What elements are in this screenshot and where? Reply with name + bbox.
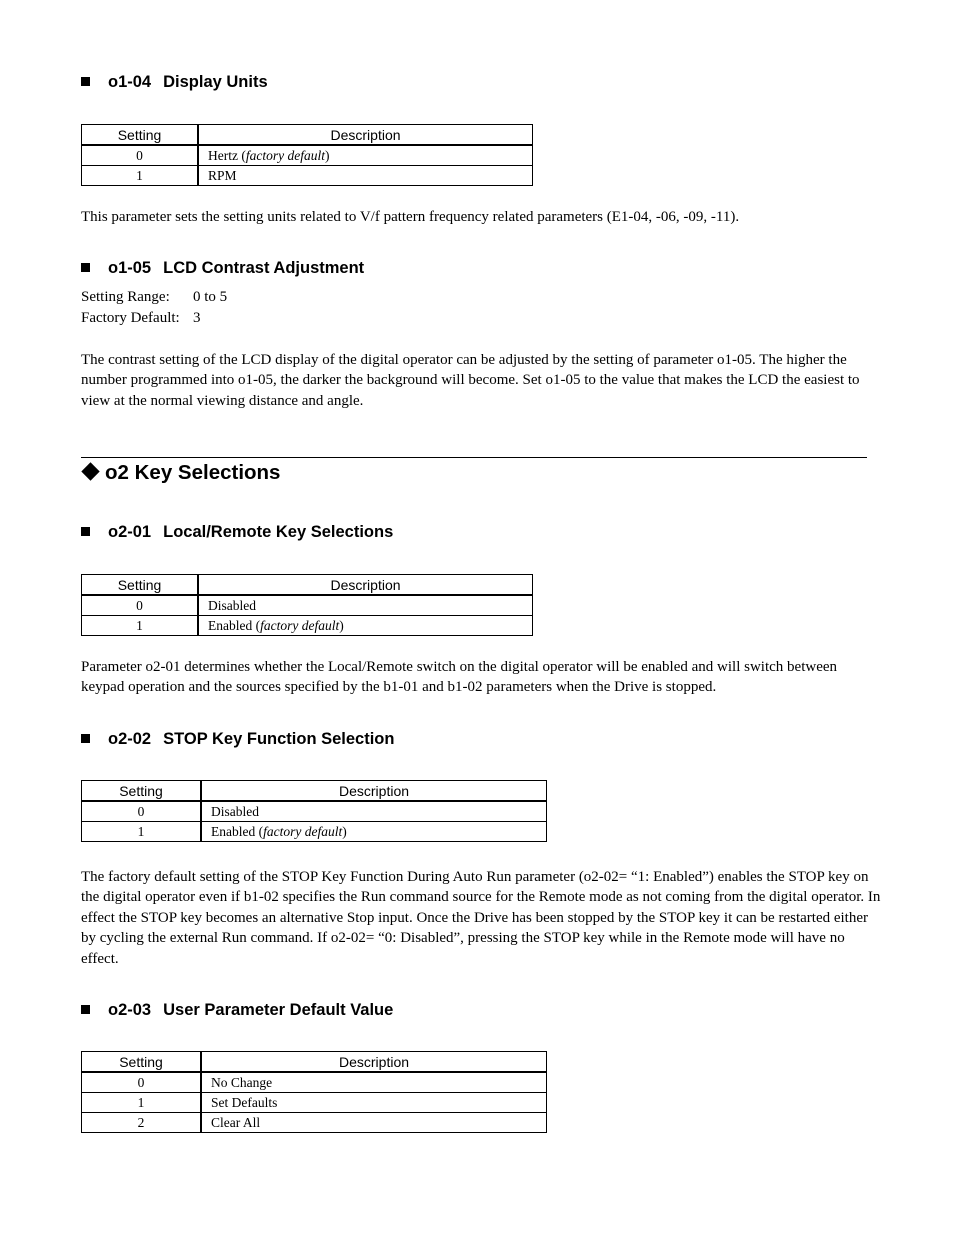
- paragraph-o1-04: This parameter sets the setting units related to V/f pattern frequency related parameters (E1-04, -06, -09, -11).: [81, 209, 740, 225]
- setting-range-block: Setting Range: 0 to 5 Factory Default: 3: [81, 289, 228, 326]
- paragraph-o1-05: The contrast setting of the LCD display of the digital operator can be adjusted by the setting of parameter o1-05. The higher the number programmed into o1-05, the darker the background will become. Set o1-05 to the value that makes the LCD the easiest to view at the normal viewing distance and angle.: [81, 352, 860, 409]
- table-header-description: Description: [198, 575, 533, 596]
- table-header-setting: Setting: [82, 781, 202, 802]
- square-bullet-icon: [81, 263, 90, 272]
- table-row: 0 Hertz (factory default): [82, 145, 533, 166]
- table-header-description: Description: [201, 1052, 547, 1073]
- settings-table-o1-04: [81, 124, 533, 186]
- section-heading-o2-03: o2-03 User Parameter Default Value: [81, 1001, 393, 1020]
- table-header-description: Description: [198, 125, 533, 146]
- settings-table-o2-01: [81, 574, 533, 636]
- section-heading-o2-01: o2-01 Local/Remote Key Selections: [81, 523, 393, 542]
- table-row: 1 Enabled (factory default): [82, 822, 547, 842]
- table-row: 0 No Change: [82, 1072, 547, 1093]
- table-row: 0 Disabled: [82, 595, 533, 616]
- table-header-description: Description: [201, 781, 547, 802]
- square-bullet-icon: [81, 1005, 90, 1014]
- table-header-setting: Setting: [82, 575, 199, 596]
- table-row: 1 Set Defaults: [82, 1093, 547, 1113]
- o2-key-selections-heading: o2 Key Selections: [81, 461, 280, 485]
- table-header-setting: Setting: [82, 1052, 202, 1073]
- table-row: 1 RPM: [82, 166, 533, 186]
- diamond-bullet-icon: [81, 462, 99, 480]
- table-row: 1 Enabled (factory default): [82, 616, 533, 636]
- table-header-setting: Setting: [82, 125, 199, 146]
- settings-table-o2-03: [81, 1051, 547, 1133]
- section-heading-o2-02: o2-02 STOP Key Function Selection: [81, 730, 394, 749]
- section-divider: [81, 457, 867, 458]
- square-bullet-icon: [81, 734, 90, 743]
- paragraph-o2-02: The factory default setting of the STOP Key Function During Auto Run parameter (o2-02= “1: Enabled”) enables the STOP key on the digital operator even if b1-02 specifies the Run command source for the Remote mode as not coming from the digital operator. In effect the STOP key becomes an alternative Stop input. Once the Drive has been stopped by the STOP key it can be restarted either by cycling the external Run command. If o2-02= “0: Disabled”, pressing the STOP key while in the Remote mode will have no effect.: [81, 869, 881, 967]
- square-bullet-icon: [81, 527, 90, 536]
- square-bullet-icon: [81, 77, 90, 86]
- section-heading-o1-05: o1-05 LCD Contrast Adjustment: [81, 259, 364, 278]
- table-row: 2 Clear All: [82, 1113, 547, 1133]
- settings-table-o2-02: [81, 780, 547, 842]
- table-row: 0 Disabled: [82, 801, 547, 822]
- section-heading-o1-04: o1-04 Display Units: [81, 73, 268, 92]
- paragraph-o2-01: Parameter o2-01 determines whether the Local/Remote switch on the digital operator will be enabled and will switch between keypad operation and the sources specified by the b1-01 and b1-02 parameters when the Drive is stopped.: [81, 659, 838, 696]
